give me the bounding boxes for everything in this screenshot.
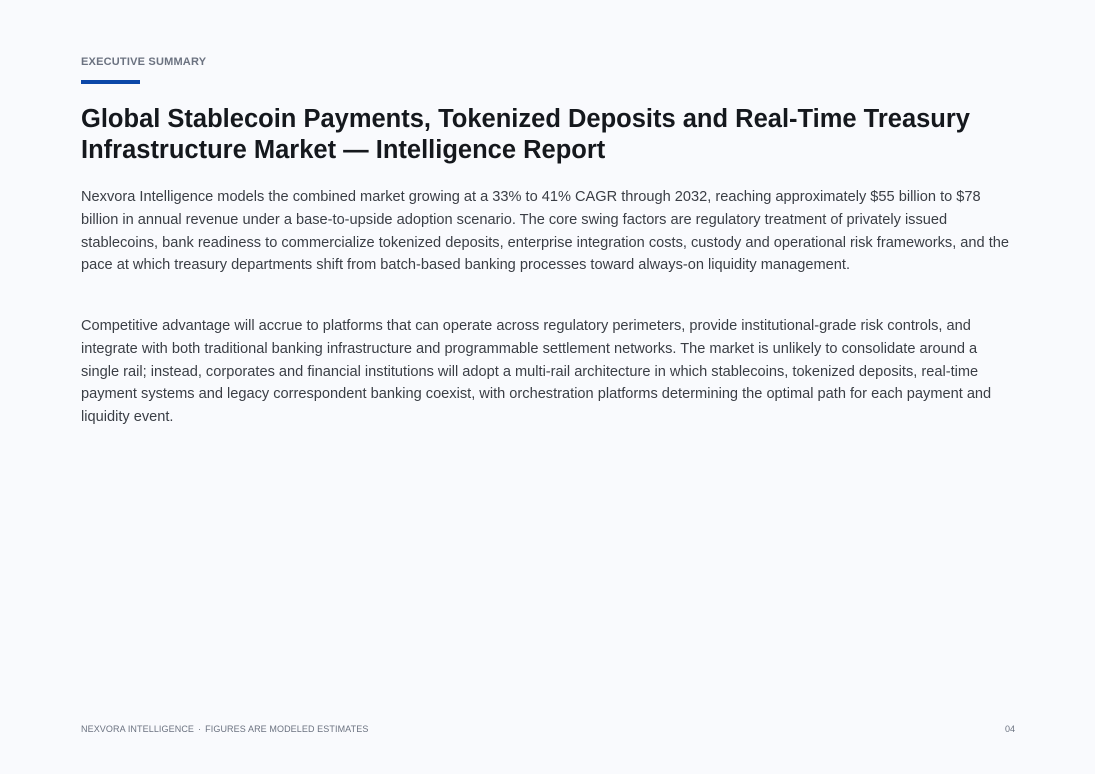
page-number: 04 [1004,724,1015,734]
accent-bar [81,80,140,84]
section-eyebrow: EXECUTIVE SUMMARY [81,56,207,68]
footer-left [81,724,368,734]
summary-paragraph-1: Nexvora Intelligence models the combined market growing at a 33% to 41% CAGR through 2032, reaching approximately $55 billion to $78 billion in annual revenue under a base-to-upside adoption scenario. The core swing factors are regulatory treatment of privately issued stablecoins, bank readiness to commercialize tokenized deposits, enterprise integration costs, custody and operational risk frameworks, and the pace at which treasury departments shift from batch-based banking processes toward always-on liquidity management. [81,189,1009,274]
report-page [81,0,1015,774]
summary-paragraph-2: Competitive advantage will accrue to platforms that can operate across regulatory perimeters, provide institutional-grade risk controls, and integrate with both traditional banking infrastructure and programmable settlement networks. The market is unlikely to consolidate around a single rail; instead, corporates and financial institutions will adopt a multi-rail architecture in which stablecoins, tokenized deposits, real-time payment systems and legacy correspondent banking coexist, with orchestration platforms determining the optimal path for each payment and liquidity event. [81,318,992,426]
footer-note: FIGURES ARE MODELED ESTIMATES [205,724,369,734]
footer-brand: NEXVORA INTELLIGENCE [81,724,195,734]
page-title: Global Stablecoin Payments, Tokenized Deposits and Real-Time Treasury Infrastructure Market — Intelligence Report [81,105,970,164]
footer-separator: · [198,724,202,734]
